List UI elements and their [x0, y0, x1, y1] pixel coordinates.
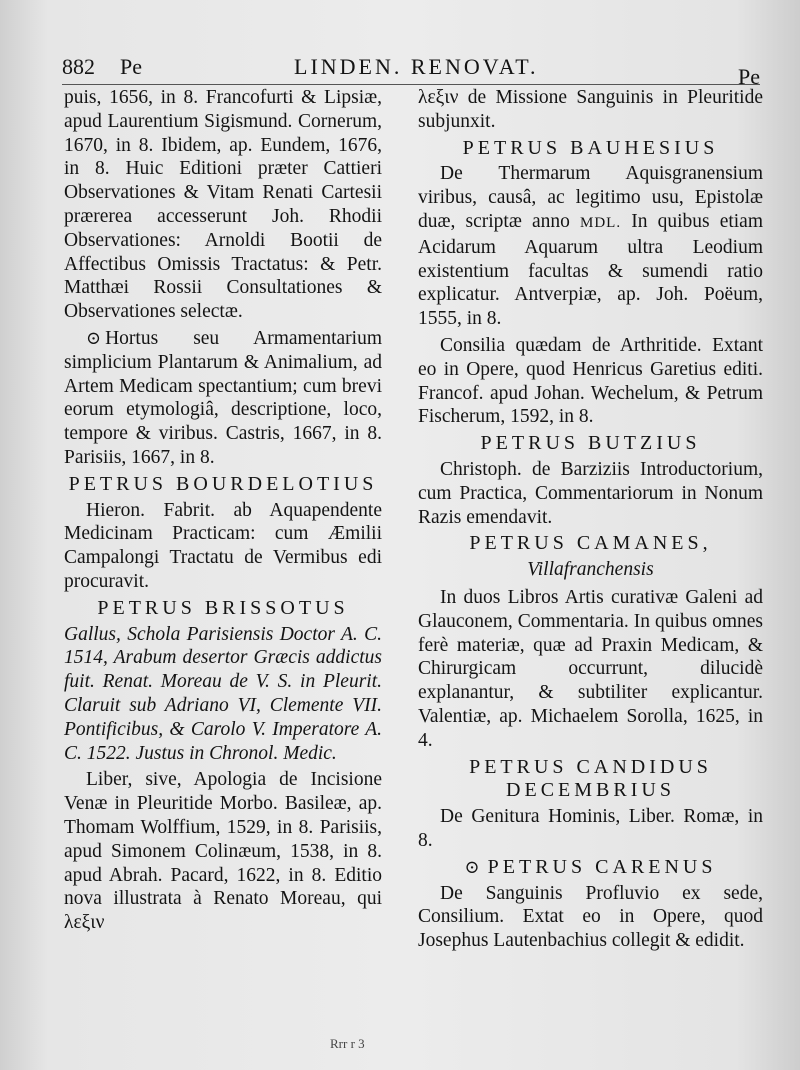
author-heading-camanes: PETRUS CAMANES,: [469, 532, 712, 555]
page-number: 882: [62, 54, 95, 79]
left-guide-word: Pe: [120, 54, 142, 79]
entry-brissotus: Liber, sive, Apologia de Incisione Venæ in Pleuritide Morbo. Basileæ, ap. Thomam Wolffium, 1529, in 8. Parisiis, apud Simonem Colinæum, 1538, in 8. apud Abrah. Pacard, 1622, in 8. Editio nova illustrata à Renato Moreau, qui λεξιν: [64, 769, 382, 934]
header-rule: [62, 84, 760, 85]
heading-text: PETRUS CARENUS: [487, 855, 717, 878]
circle-dot-icon: ⊙: [86, 327, 102, 348]
running-header: [62, 54, 760, 89]
author-heading-decembrius: PETRUS CANDIDUS DECEMBRIUS: [469, 755, 712, 802]
author-heading-carenus: [418, 856, 763, 880]
right-column: [418, 86, 763, 956]
entry-bauhesius-consilia: Consilia quædam de Arthritide. Extant eo in Opere, quod Henricus Garetius editi. Francof. apud Johan. Wechelum, & Petrum Fischerum, 1592, in 8.: [418, 334, 763, 428]
author-origin-camanes: Villafranchensis: [527, 559, 654, 581]
entry-continuation-right: λεξιν de Missione Sanguinis in Pleuritide subjunxit.: [418, 87, 763, 132]
author-heading-bourdelotius: PETRUS BOURDELOTIUS: [68, 472, 378, 495]
entry-butzius: Christoph. de Barziziis Introductorium, cum Practica, Commentariorum in Nonum Razis emendavit.: [418, 458, 763, 528]
entry-continuation: puis, 1656, in 8. Francofurti & Lipsiæ, apud Laurentium Sigismund. Cornerum, 1670, in 8. Ibidem, ap. Eundem, 1676, in 8. Huic Editioni præter Cattieri Observationes & Vitam Renati Cartesii prærerea accesserunt Joh. Rhodii Observationes: Arnoldi Bootii de Affectibus Omissis Tractatus: & Petr. Matthæi Rossii Consultationes & Observationes selectæ.: [64, 87, 382, 323]
running-title: LINDEN. RENOVAT.: [294, 54, 539, 79]
entry-text: Hortus seu Armamentarium simplicium Plantarum & Animalium, ad Artem Medicam spectantium; cum brevi eorum etymologiâ, descriptione, loco, tempore & viribus. Castris, 1667, in 8. Parisiis, 1667, in 8.: [64, 327, 382, 468]
entry-camanes: In duos Libros Artis curativæ Galeni ad Glauconem, Commentaria. In quibus omnes ferè materiæ, quæ ad Praxin Medicam, & Chirurgicam occurrunt, dilucidè explanantur, & subtiliter explicantur. Valentiæ, ap. Michaelem Sorolla, 1625, in 4.: [418, 586, 763, 751]
author-heading-bauhesius: PETRUS BAUHESIUS: [462, 136, 719, 159]
left-column: [64, 86, 382, 938]
entry-text: In quibus etiam Acidarum Aquarum ultra Leodium existentium facultas & sumendi ratio explicatur. Antverpiæ, ap. Joh. Poëum, 1555, in 8.: [418, 210, 764, 330]
signature-mark: Rrr r 3: [330, 1036, 365, 1051]
entry-decembrius: De Genitura Hominis, Liber. Romæ, in 8.: [418, 806, 763, 851]
author-heading-brissotus: PETRUS BRISSOTUS: [97, 596, 349, 619]
author-heading-butzius: PETRUS BUTZIUS: [480, 432, 701, 455]
entry-hortus: [64, 327, 382, 470]
entry-carenus: De Sanguinis Profluvio ex sede, Consilium. Extat eo in Opere, quod Josephus Lautenbachius collegit & edidit.: [418, 882, 763, 952]
bio-brissotus: Gallus, Schola Parisiensis Doctor A. C. 1514, Arabum desertor Græcis addictus fuit. Renat. Moreau de V. S. in Pleurit. Claruit sub Adriano VI, Clemente VII. Pontificibus, & Carolo V. Imperatore A. C. 1522. Justus in Chronol. Medic.: [64, 623, 382, 764]
entry-bauhesius: [418, 162, 763, 331]
circle-dot-icon: ⊙: [464, 856, 484, 877]
year-roman: MDL.: [579, 214, 622, 231]
entry-bourdelotius: Hieron. Fabrit. ab Aquapendente Medicinam Practicam: cum Æmilii Campalongi Tractatu de Vermibus edi procuravit.: [64, 499, 382, 592]
entry-text: De Thermarum Aquisgranensium viribus, causâ, ac legitimo usu, Epistolæ duæ, scriptæ anno: [418, 163, 763, 232]
right-guide-word: Pe: [738, 64, 760, 89]
